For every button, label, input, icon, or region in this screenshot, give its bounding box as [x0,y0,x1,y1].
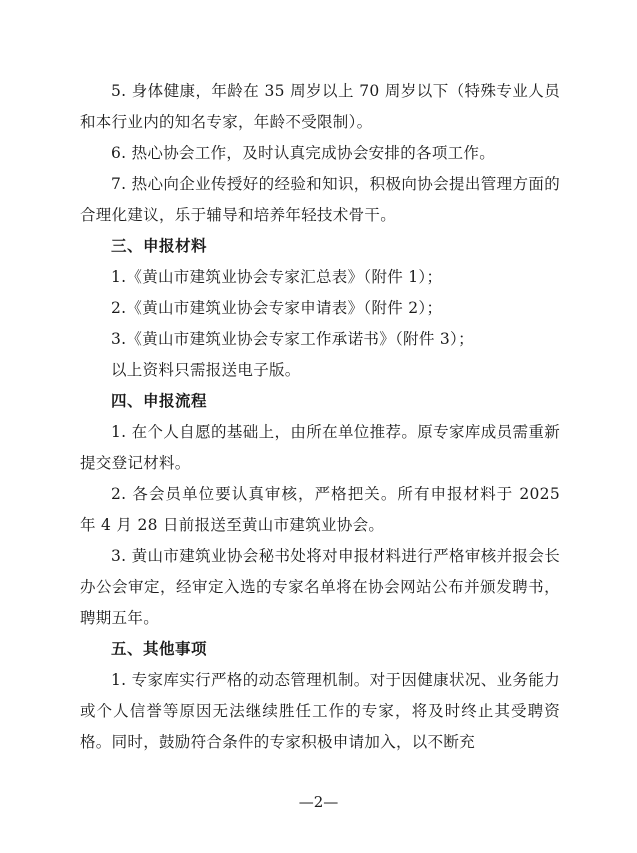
other-item-1: 1. 专家库实行严格的动态管理机制。对于因健康状况、业务能力或个人信誉等原因无法继续胜任工作的专家，将及时终止其受聘资格。同时，鼓励符合条件的专家积极申请加入，以不断充 [80,671,560,751]
section-heading-process: 四、申报流程 [111,392,208,410]
requirement-item-7: 7. 热心向企业传授好的经验和知识，积极向协会提出管理方面的合理化建议，乐于辅导和培养年轻技术骨干。 [80,175,560,224]
section-heading-other: 五、其他事项 [111,640,208,658]
material-item-2: 2.《黄山市建筑业协会专家申请表》（附件 2）； [111,299,443,317]
process-item-3: 3. 黄山市建筑业协会秘书处将对申报材料进行严格审核并报会长办公会审定，经审定入选的专家名单将在协会网站公布并颁发聘书，聘期五年。 [80,547,560,627]
material-note: 以上资料只需报送电子版。 [111,361,301,379]
material-item-1: 1.《黄山市建筑业协会专家汇总表》（附件 1）； [111,268,443,286]
process-item-1: 1. 在个人自愿的基础上，由所在单位推荐。原专家库成员需重新提交登记材料。 [80,423,560,472]
page-number: —2— [298,793,339,811]
process-item-2: 2. 各会员单位要认真审核，严格把关。所有申报材料于 2025 年 4 月 28 日前报送至黄山市建筑业协会。 [80,485,560,534]
requirement-item-6: 6. 热心协会工作，及时认真完成协会安排的各项工作。 [111,144,496,162]
requirement-item-5: 5. 身体健康，年龄在 35 周岁以上 70 周岁以下（特殊专业人员和本行业内的知名专家，年龄不受限制）。 [80,82,560,131]
material-item-3: 3.《黄山市建筑业协会专家工作承诺书》（附件 3）； [111,330,474,348]
section-heading-materials: 三、申报材料 [111,237,208,255]
